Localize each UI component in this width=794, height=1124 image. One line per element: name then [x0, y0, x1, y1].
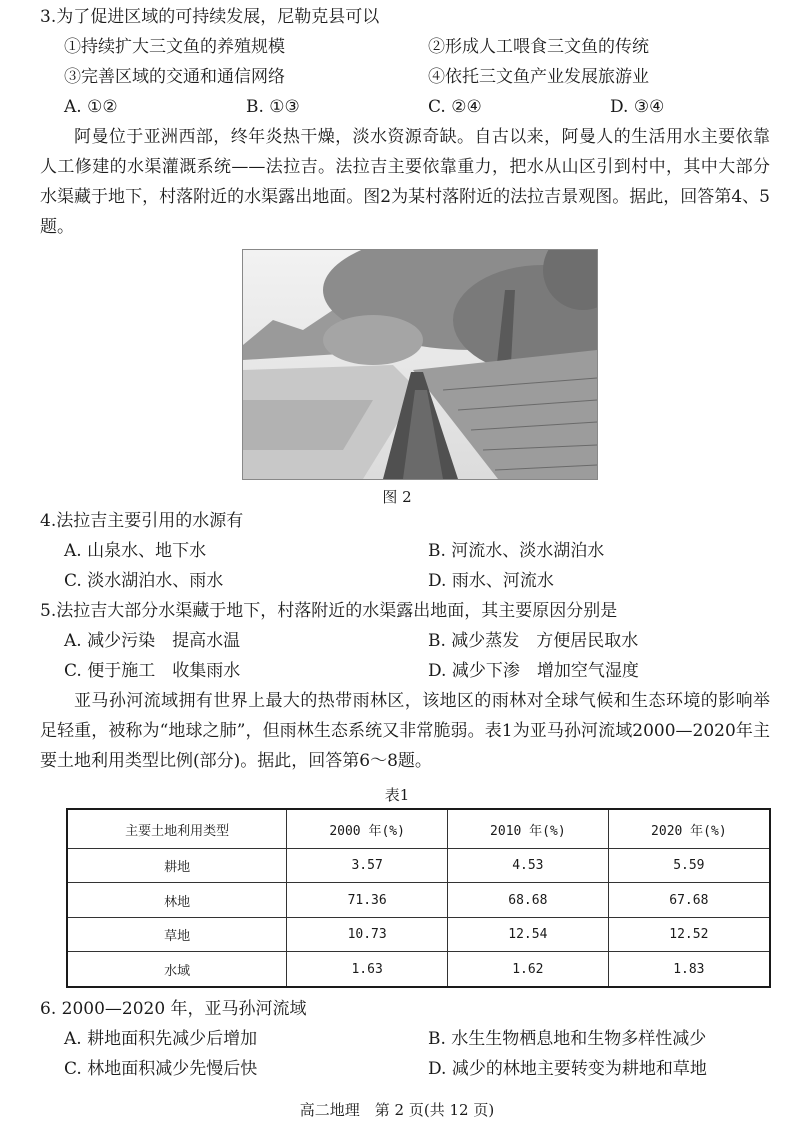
q3-statement-4: ④依托三文鱼产业发展旅游业	[428, 67, 649, 87]
q4-option-b: B. 河流水、淡水湖泊水	[428, 541, 605, 561]
table-cell: 12.52	[608, 917, 770, 951]
table-cell: 12.54	[448, 917, 609, 951]
table-cell: 1.62	[448, 952, 609, 987]
q6-option-c: C. 林地面积减少先慢后快	[64, 1059, 258, 1079]
table-cell: 5.59	[608, 849, 770, 883]
table-cell: 71.36	[287, 883, 448, 917]
table-cell: 1.63	[287, 952, 448, 987]
q3-statement-2: ②形成人工喂食三文鱼的传统	[428, 37, 649, 57]
figure-caption: 图 2	[382, 488, 412, 506]
table-cell: 68.68	[448, 883, 609, 917]
q3-statement-3: ③完善区域的交通和通信网络	[64, 67, 285, 87]
table-cell: 4.53	[448, 849, 609, 883]
falaj-photo	[242, 249, 598, 480]
table-header-cell: 2000 年(%)	[287, 809, 448, 849]
q4-option-c: C. 淡水湖泊水、雨水	[64, 571, 224, 591]
table-cell: 耕地	[67, 849, 287, 883]
q3-option-c: C. ②④	[428, 97, 482, 117]
table-cell: 草地	[67, 917, 287, 951]
passage-amazon: 亚马孙河流域拥有世界上最大的热带雨林区，该地区的雨林对全球气候和生态环境的影响举足轻重，被称为“地球之肺”，但雨林生态系统又非常脆弱。表1为亚马孙河流域2000—2020年主要土地利用类型比例(部分)。据此，回答第6～8题。	[40, 691, 770, 771]
table-row	[67, 849, 770, 883]
q6-stem: 6. 2000—2020 年，亚马孙河流域	[40, 999, 307, 1019]
q5-option-a: A. 减少污染 提高水温	[64, 631, 241, 651]
q4-stem: 4.法拉吉主要引用的水源有	[40, 511, 244, 531]
q5-option-d: D. 减少下渗 增加空气湿度	[428, 661, 639, 681]
table-header-cell: 2020 年(%)	[608, 809, 770, 849]
table-header-cell: 2010 年(%)	[448, 809, 609, 849]
q4-option-a: A. 山泉水、地下水	[64, 541, 207, 561]
q6-option-b: B. 水生生物栖息地和生物多样性减少	[428, 1029, 707, 1049]
table-header-row	[67, 809, 770, 849]
q3-stem: 3.为了促进区域的可持续发展，尼勒克县可以	[40, 7, 380, 27]
table-row	[67, 917, 770, 951]
q5-option-b: B. 减少蒸发 方便居民取水	[428, 631, 639, 651]
land-use-table	[66, 808, 771, 988]
table-cell: 水域	[67, 952, 287, 987]
q6-option-a: A. 耕地面积先减少后增加	[64, 1029, 258, 1049]
table-cell: 林地	[67, 883, 287, 917]
q3-option-d: D. ③④	[610, 97, 665, 117]
q4-option-d: D. 雨水、河流水	[428, 571, 554, 591]
table-row	[67, 883, 770, 917]
table-row	[67, 952, 770, 987]
q5-option-c: C. 便于施工 收集雨水	[64, 661, 241, 681]
table-cell: 10.73	[287, 917, 448, 951]
q3-option-a: A. ①②	[64, 97, 118, 117]
q3-option-b: B. ①③	[246, 97, 300, 117]
q6-option-d: D. 减少的林地主要转变为耕地和草地	[428, 1059, 707, 1079]
table-cell: 3.57	[287, 849, 448, 883]
passage-falaj: 阿曼位于亚洲西部，终年炎热干燥，淡水资源奇缺。自古以来，阿曼人的生活用水主要依靠人工修建的水渠灌溉系统——法拉吉。法拉吉主要依靠重力，把水从山区引到村中，其中大部分水渠藏于地下，村落附近的水渠露出地面。图2为某村落附近的法拉吉景观图。据此，回答第4、5题。	[40, 127, 770, 237]
table-header-cell: 主要土地利用类型	[67, 809, 287, 849]
page-footer: 高二地理 第 2 页(共 12 页)	[299, 1101, 495, 1119]
q5-stem: 5.法拉吉大部分水渠藏于地下，村落附近的水渠露出地面，其主要原因分别是	[40, 601, 618, 621]
q3-statement-1: ①持续扩大三文鱼的养殖规模	[64, 37, 285, 57]
table-cell: 1.83	[608, 952, 770, 987]
table-cell: 67.68	[608, 883, 770, 917]
table-caption: 表1	[384, 786, 410, 804]
